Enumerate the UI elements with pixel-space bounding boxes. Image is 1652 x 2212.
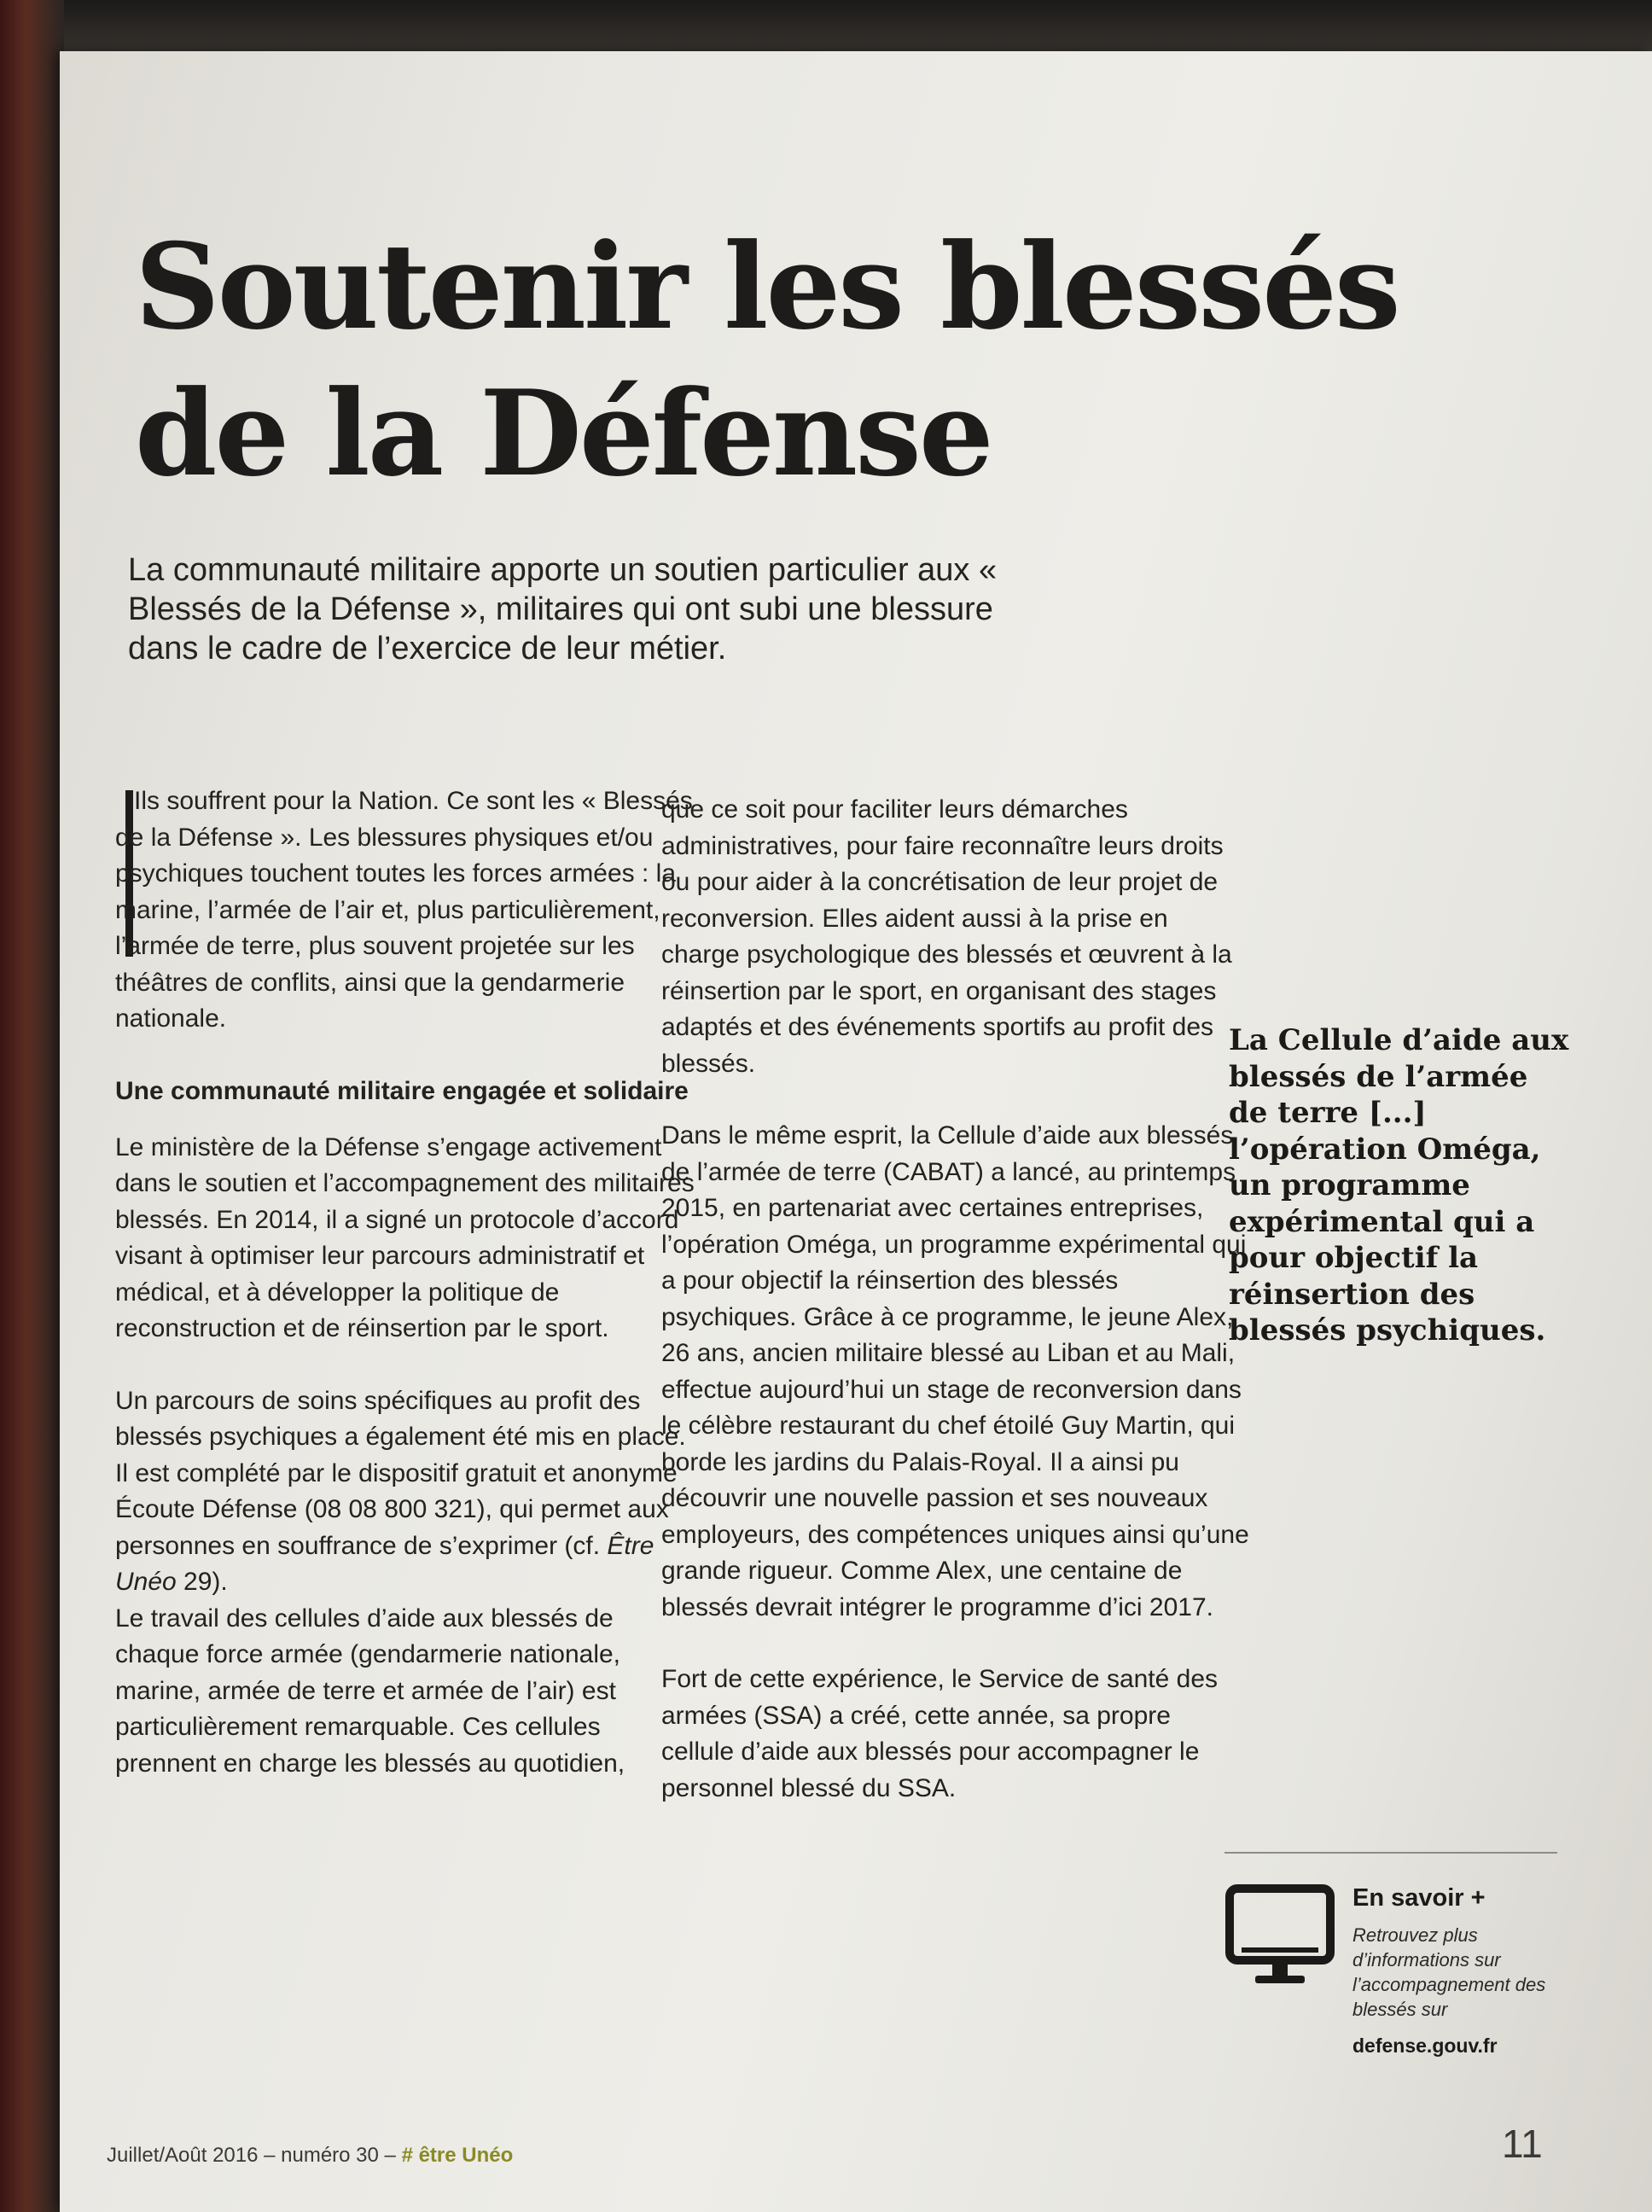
paragraph-ssa: Fort de cette expérience, le Service de santé des armées (SSA) a créé, cette année, sa propre cellule d’aide aux blessés pour accompagner le personnel blessé du SSA. — [661, 1665, 1219, 1802]
more-info-title: En savoir + — [1352, 1884, 1486, 1912]
title-line-2: de la Défense — [135, 364, 992, 503]
paragraph-intro: Ils souffrent pour la Nation. Ce sont les « Blessés de la Défense ». Les blessures physiques et/ou psychiques touchent toutes les forces armées : la marine, l’armée de l’air et, plus particulièrement, l’armée de terre, plus souvent projetée sur les théâtres de conflits, ainsi que la gendarmerie nationale. — [115, 787, 693, 1033]
sidebar-divider — [1224, 1852, 1557, 1854]
pull-quote: La Cellule d’aide aux blessés de l’armée de terre [...] l’opération Oméga, un programme expérimental qui a pour objectif la réinsertion des blessés psychiques. — [1229, 1023, 1569, 1348]
paragraph-care — [115, 1383, 704, 1601]
footer-issue: Juillet/Août 2016 – numéro 30 – — [107, 2144, 402, 2167]
article-title — [135, 213, 1585, 507]
page-number: 11 — [1502, 2122, 1543, 2166]
paragraph-care-end: 29). — [176, 1568, 228, 1596]
article-lead: La communauté militaire apporte un soutien particulier aux « Blessés de la Défense », militaires qui ont subi une blessure dans le cadre de l’exercice de leur métier. — [128, 552, 998, 667]
paragraph-continuation: que ce soit pour faciliter leurs démarches administratives, pour faire reconnaître leurs droits ou pour aider à la concrétisation de leur projet de reconversion. Elles aident aussi à la prise en charge psychologique des blessés et œuvrent à la réinsertion par le sport, en organisant des stages adaptés et des événements sportifs au profit des blessés. — [661, 795, 1232, 1078]
section-subheading: Une communauté militaire engagée et solidaire — [115, 1076, 689, 1105]
magazine-page — [60, 51, 1652, 2212]
footer-brand: # être Unéo — [401, 2144, 514, 2167]
column-middle — [661, 792, 1250, 1842]
paragraph-care-text: Un parcours de soins spécifiques au profit des blessés psychiques a également été mis en place. Il est complété par le dispositif gratuit et anonyme Écoute Défense (08 08 800 321), qui permet aux personnes en souffrance de s’exprimer (cf. — [115, 1386, 686, 1560]
background-left-edge — [0, 0, 64, 2212]
page-footer — [107, 2144, 704, 2168]
magazine-reference: Être Unéo — [115, 1531, 654, 1596]
more-info-link[interactable]: defense.gouv.fr — [1352, 2034, 1498, 2057]
monitor-icon — [1224, 1882, 1335, 1993]
title-line-1: Soutenir les blessés — [135, 217, 1399, 356]
paragraph-cells: Le travail des cellules d’aide aux blessés de chaque force armée (gendarmerie nationale, marine, armée de terre et armée de l’air) est particulièrement remarquable. Ces cellules prennent en charge les blessés au quotidien, — [115, 1604, 625, 1778]
column-left — [115, 783, 704, 1818]
paragraph-ministry: Le ministère de la Défense s’engage activement dans le soutien et l’accompagnement des militaires blessés. En 2014, il a signé un protocole d’accord visant à optimiser leur parcours administratif et médical, et à développer la politique de reconstruction et de réinsertion par le sport. — [115, 1132, 695, 1342]
more-info-text: Retrouvez plus d’informations sur l’accompagnement des blessés sur — [1352, 1924, 1546, 2020]
paragraph-omega: Dans le même esprit, la Cellule d’aide aux blessés de l’armée de terre (CABAT) a lancé, au printemps 2015, en partenariat avec certaines entreprises, l’opération Oméga, un programme expérimental qui a pour objectif la réinsertion des blessés psychiques. Grâce à ce programme, le jeune Alex, 26 ans, ancien militaire blessé au Liban et au Mali, effectue aujourd’hui un stage de reconversion dans le célèbre restaurant du chef étoilé Guy Martin, qui borde les jardins du Palais-Royal. Il a ainsi pu découvrir une nouvelle passion et ses nouveaux employeurs, des compétences uniques ainsi qu’une grande rigueur. Comme Alex, une centaine de blessés devrait intégrer le programme d’ici 2017. — [661, 1121, 1249, 1621]
